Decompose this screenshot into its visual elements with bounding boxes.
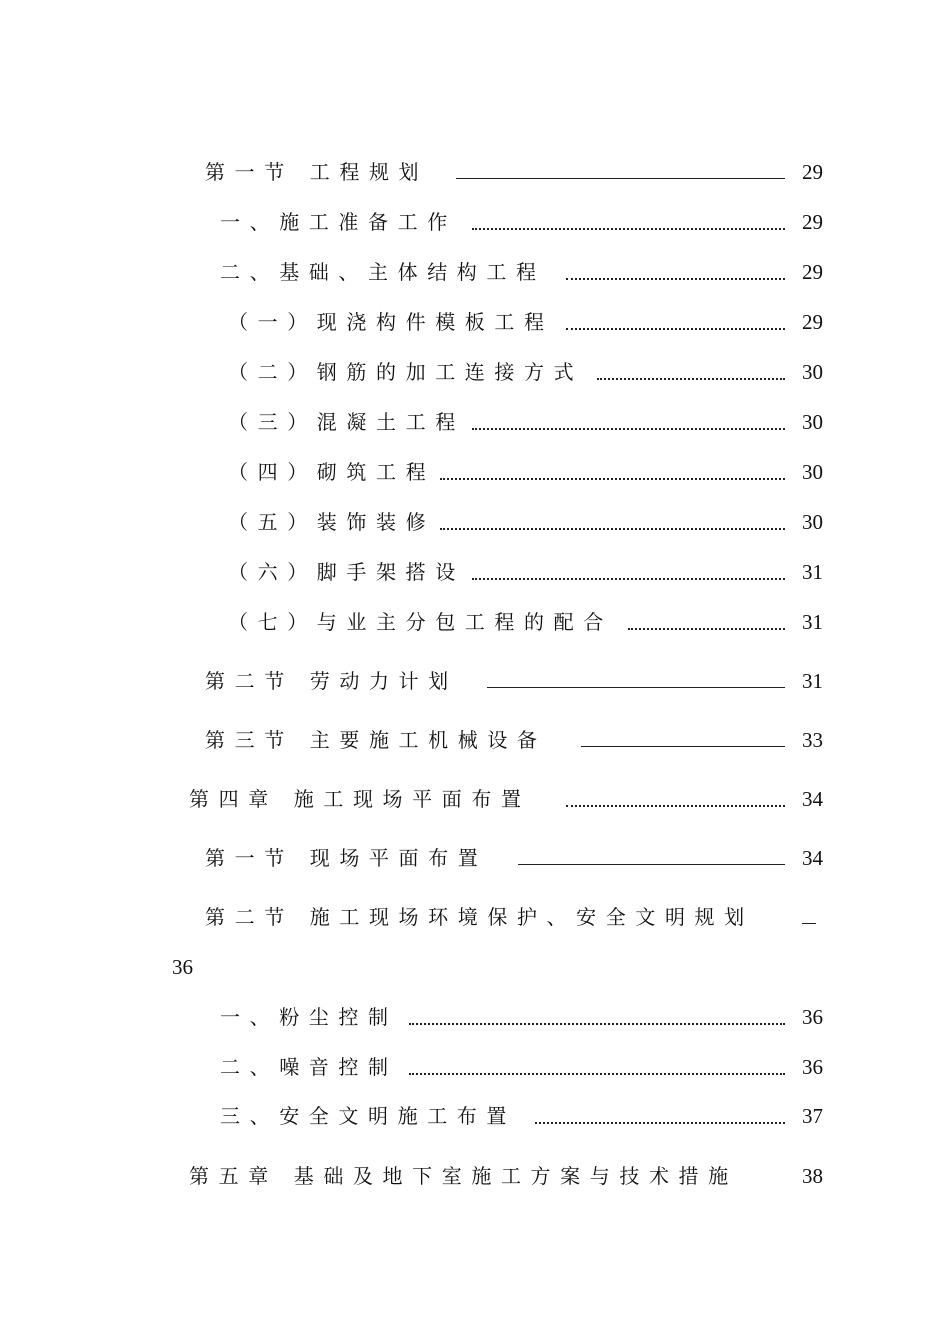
toc-entry[interactable]: [0, 784, 950, 814]
toc-page-number: 30: [802, 460, 823, 484]
toc-page-number: 30: [802, 510, 823, 534]
toc-entry-title: 第三节 主要施工机械设备: [205, 728, 547, 752]
toc-entry-title: 三、安全文明施工布置: [220, 1104, 516, 1128]
toc-entry[interactable]: [0, 307, 950, 337]
toc-entry[interactable]: [0, 557, 950, 587]
toc-page-number: 36: [802, 1005, 823, 1029]
toc-page-number: 33: [802, 728, 823, 752]
toc-entry-title: 第五章 基础及地下室施工方案与技术措施: [189, 1164, 738, 1188]
toc-entry[interactable]: [0, 457, 950, 487]
toc-entry-title: 一、施工准备工作: [220, 210, 457, 234]
toc-entry[interactable]: [0, 407, 950, 437]
toc-entry[interactable]: [0, 1002, 950, 1032]
toc-entry-title: （六）脚手架搭设: [228, 560, 465, 584]
toc-leader: [487, 669, 785, 688]
toc-page-number: 29: [802, 210, 823, 234]
toc-leader: [440, 460, 785, 480]
toc-entry-title: 第四章 施工现场平面布置: [189, 787, 531, 811]
toc-page-number: 29: [802, 160, 823, 184]
toc-leader: [440, 510, 785, 530]
toc-entry[interactable]: [0, 207, 950, 237]
toc-page-number: 31: [802, 669, 823, 693]
toc-page-number: 34: [802, 787, 823, 811]
toc-entry-title: 第二节 劳动力计划: [205, 669, 458, 693]
toc-page-number: 30: [802, 360, 823, 384]
toc-entry-title: （一）现浇构件模板工程: [228, 310, 554, 334]
toc-entry[interactable]: [0, 357, 950, 387]
toc-leader: [802, 905, 816, 924]
toc-page-number: 36: [172, 955, 193, 979]
toc-leader: [472, 560, 785, 580]
toc-entry-title: （二）钢筋的加工连接方式: [228, 360, 584, 384]
toc-leader: [518, 846, 785, 865]
toc-entry-title: 二、基础、主体结构工程: [220, 260, 546, 284]
toc-leader: [472, 210, 785, 230]
toc-leader: [472, 410, 785, 430]
toc-entry[interactable]: [0, 157, 950, 187]
toc-entry-title: 第一节 工程规划: [205, 160, 429, 184]
toc-entry[interactable]: [0, 902, 950, 982]
toc-page-number: 37: [802, 1104, 823, 1128]
toc-leader: [456, 160, 785, 179]
toc-leader: [597, 360, 785, 380]
toc-entry[interactable]: [0, 843, 950, 873]
toc-page-number: 30: [802, 410, 823, 434]
toc-leader: [566, 787, 785, 807]
toc-leader: [409, 1055, 785, 1075]
toc-leader: [566, 260, 785, 280]
toc-leader: [566, 310, 785, 330]
toc-leader: [581, 728, 785, 747]
toc-entry[interactable]: [0, 666, 950, 696]
toc-entry-title: （七）与业主分包工程的配合: [228, 610, 613, 634]
toc-entry-title: 二、噪音控制: [220, 1055, 398, 1079]
toc-entry[interactable]: [0, 607, 950, 637]
toc-leader: [535, 1104, 785, 1124]
toc-page-number: 36: [802, 1055, 823, 1079]
toc-page-number: 38: [802, 1164, 823, 1188]
toc-leader: [628, 610, 785, 630]
toc-page-number: 29: [802, 310, 823, 334]
toc-entry[interactable]: [0, 507, 950, 537]
toc-entry[interactable]: [0, 1161, 950, 1191]
toc-page-number: 34: [802, 846, 823, 870]
toc-leader: [409, 1005, 785, 1025]
toc-entry-title: 第二节 施工现场环境保护、安全文明规划: [205, 905, 754, 929]
toc-entry[interactable]: [0, 1052, 950, 1082]
toc-entry[interactable]: [0, 257, 950, 287]
toc-entry[interactable]: [0, 725, 950, 755]
toc-page-number: 31: [802, 560, 823, 584]
toc-entry-title: 一、粉尘控制: [220, 1005, 398, 1029]
toc-page-number: 29: [802, 260, 823, 284]
toc-entry-title: 第一节 现场平面布置: [205, 846, 488, 870]
toc-entry-title: （三）混凝土工程: [228, 410, 465, 434]
toc-entry[interactable]: [0, 1101, 950, 1131]
toc-entry-title: （四）砌筑工程: [228, 460, 436, 484]
toc-page-number: 31: [802, 610, 823, 634]
toc-entry-title: （五）装饰装修: [228, 510, 436, 534]
